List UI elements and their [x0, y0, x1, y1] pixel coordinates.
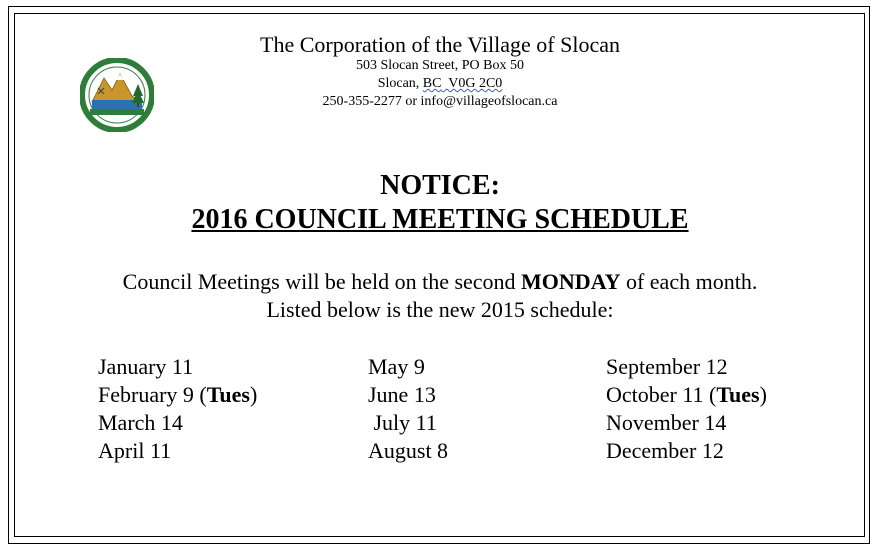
province: BC — [422, 76, 442, 91]
meeting-day-pre: Council Meetings will be held on the second — [122, 269, 522, 294]
schedule-item: April 11 — [98, 438, 172, 463]
schedule-item: June 13 — [368, 382, 436, 407]
notice-title: NOTICE: — [380, 170, 500, 201]
schedule-item: January 11 — [98, 354, 194, 379]
schedule-item: May 9 — [368, 354, 425, 379]
schedule-intro: Listed below is the new 2015 schedule: — [266, 297, 614, 322]
schedule-item: August 8 — [368, 438, 449, 463]
city-prefix: Slocan, — [377, 76, 423, 91]
meeting-day-post: of each month. — [620, 269, 758, 294]
schedule-item: September 12 — [606, 354, 728, 379]
schedule-item: March 14 — [98, 410, 183, 435]
street-address: 503 Slocan Street, PO Box 50 — [356, 58, 524, 73]
notice-subtitle: 2016 COUNCIL MEETING SCHEDULE — [191, 204, 689, 235]
schedule-item: February 9 (Tues) — [98, 382, 258, 407]
schedule-column-3 — [606, 353, 767, 465]
schedule-item: July 11 — [368, 410, 437, 435]
schedule-column-2 — [368, 353, 448, 465]
schedule-item: December 12 — [606, 438, 724, 463]
meeting-day-text — [0, 269, 880, 295]
organization-name: The Corporation of the Village of Slocan — [260, 32, 620, 57]
schedule-item: October 11 (Tues) — [606, 382, 767, 407]
schedule-item: November 14 — [606, 410, 727, 435]
contact-line: 250-355-2277 or info@villageofslocan.ca — [322, 94, 558, 109]
city-line — [0, 76, 880, 92]
meeting-day: MONDAY — [521, 269, 621, 294]
schedule-column-1 — [98, 353, 257, 465]
postal-code: V0G 2C0 — [441, 76, 503, 91]
